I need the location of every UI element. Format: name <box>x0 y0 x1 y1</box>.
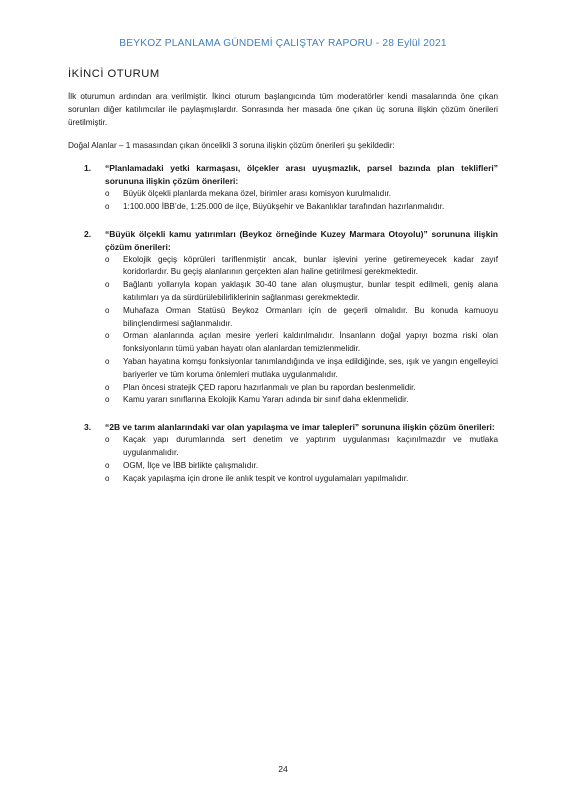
solution-text: Kaçak yapı durumlarında sert denetim ve yaptırım uygulanması kaçınılmazdır ve mutlaka uygulanmalıdır. <box>123 435 498 457</box>
page-content <box>68 68 498 499</box>
section-title: İKİNCİ OTURUM <box>68 68 160 80</box>
solution-item <box>105 394 498 407</box>
solution-text: Ekolojik geçiş köprüleri tariflenmiştir ancak, bunlar işlevini yerine getiremeyecek kadar zayıf koridorlardır. Bu geçiş alanlarının gerçekten alan haline getirilmesi gerekmektedir. <box>123 254 498 277</box>
solution-list <box>68 254 498 408</box>
lead-paragraph: Doğal Alanlar – 1 masasından çıkan öncelikli 3 soruna ilişkin çözüm önerileri şu şekildedir: <box>68 141 395 150</box>
solution-item <box>105 382 498 395</box>
circle-bullet-icon: o <box>105 382 110 392</box>
problem-number: 2. <box>84 228 92 239</box>
solution-text: Orman alanlarında açılan mesire yerleri kaldırılmalıdır. İnsanların doğal yapıyı bozma riski olan fonksiyonların tümü yaban hayatı olan alanlardan temizlenmelidir. <box>123 331 498 354</box>
problem-number: 1. <box>84 163 92 173</box>
circle-bullet-icon: o <box>105 460 110 470</box>
solution-item <box>105 188 498 201</box>
solution-item <box>105 254 498 280</box>
page-number: 24 <box>278 764 288 774</box>
solution-item <box>105 434 498 460</box>
problem-item <box>68 228 498 408</box>
solution-text: Kamu yararı sınıflarına Ekolojik Kamu Yararı adında bir sınıf daha eklenmelidir. <box>123 395 409 405</box>
solution-item <box>105 305 498 331</box>
circle-bullet-icon: o <box>105 280 110 290</box>
circle-bullet-icon: o <box>105 331 110 341</box>
solution-list <box>68 434 498 485</box>
problem-item <box>68 162 498 214</box>
solution-item <box>105 356 498 382</box>
circle-bullet-icon: o <box>105 435 110 445</box>
solution-text: OGM, İlçe ve İBB birlikte çalışmalıdır. <box>123 460 259 470</box>
problem-title: “Büyük ölçekli kamu yatırımları (Beykoz örneğinde Kuzey Marmara Otoyolu)” sorununa ilişkin çözüm önerileri: <box>105 228 498 252</box>
circle-bullet-icon: o <box>105 305 110 315</box>
solution-text: Bağlantı yollarıyla kopan yaklaşık 30-40 tane alan oluşmuştur, bunlar tespit edilmeli, geniş alana katılımları ya da sürdürülebilirliklerinin sağlanması gerekmektedir. <box>123 280 498 302</box>
circle-bullet-icon: o <box>105 395 110 405</box>
solution-item <box>105 279 498 305</box>
solution-text: Yaban hayatına komşu fonksiyonlar tanımlandığında ve inşa edildiğinde, ses, ışık ve yangın engelleyici bariyerler ve tüm koruma önlemleri mutlaka uygulanmalıdır. <box>123 356 498 379</box>
solution-text: Kaçak yapılaşma için drone ile anlık tespit ve kontrol uygulamaları yapılmalıdır. <box>123 473 409 483</box>
circle-bullet-icon: o <box>105 473 110 483</box>
problem-number: 3. <box>84 422 92 433</box>
problem-list <box>68 162 498 485</box>
solution-item <box>105 460 498 473</box>
solution-text: Plan öncesi stratejik ÇED raporu hazırlanmalı ve plan bu rapordan beslenmelidir. <box>123 382 416 392</box>
problem-title: “Planlamadaki yetki karmaşası, ölçekler arası uyuşmazlık, parsel bazında plan teklifleri” sorununa ilişkin çözüm önerileri: <box>105 163 498 186</box>
running-header: BEYKOZ PLANLAMA GÜNDEMİ ÇALIŞTAY RAPORU - 28 Eylül 2021 <box>119 38 447 49</box>
solution-text: Muhafaza Orman Statüsü Beykoz Ormanları için de geçerli olmalıdır. Bu konuda kamuoyu bilinçlendirmesi sağlanmalıdır. <box>123 305 498 328</box>
circle-bullet-icon: o <box>105 189 110 198</box>
problem-item <box>68 421 498 485</box>
solution-item <box>105 473 498 486</box>
solution-item <box>105 201 498 214</box>
circle-bullet-icon: o <box>105 254 110 264</box>
circle-bullet-icon: o <box>105 356 110 366</box>
solution-text: Büyük ölçekli planlarda mekana özel, birimler arası komisyon kurulmalıdır. <box>123 189 392 198</box>
intro-paragraph: İlk oturumun ardından ara verilmiştir. İkinci oturum başlangıcında tüm moderatörler kendi masalarında öne çıkan sorunları diğer katılımcılar ile paylaşmışlardır. Sonrasında her masada öne çıkan üç soruna ilişkin çözüm önerileri üretilmiştir. <box>68 92 498 127</box>
solution-item <box>105 330 498 356</box>
circle-bullet-icon: o <box>105 201 110 211</box>
solution-text: 1:100.000 İBB’de, 1:25.000 de ilçe, Büyükşehir ve Bakanlıklar tarafından hazırlanmalıdır. <box>123 201 445 211</box>
solution-list <box>68 188 498 214</box>
problem-title: “2B ve tarım alanlarındaki var olan yapılaşma ve imar talepleri” sorununa ilişkin çözüm önerileri: <box>105 422 495 433</box>
